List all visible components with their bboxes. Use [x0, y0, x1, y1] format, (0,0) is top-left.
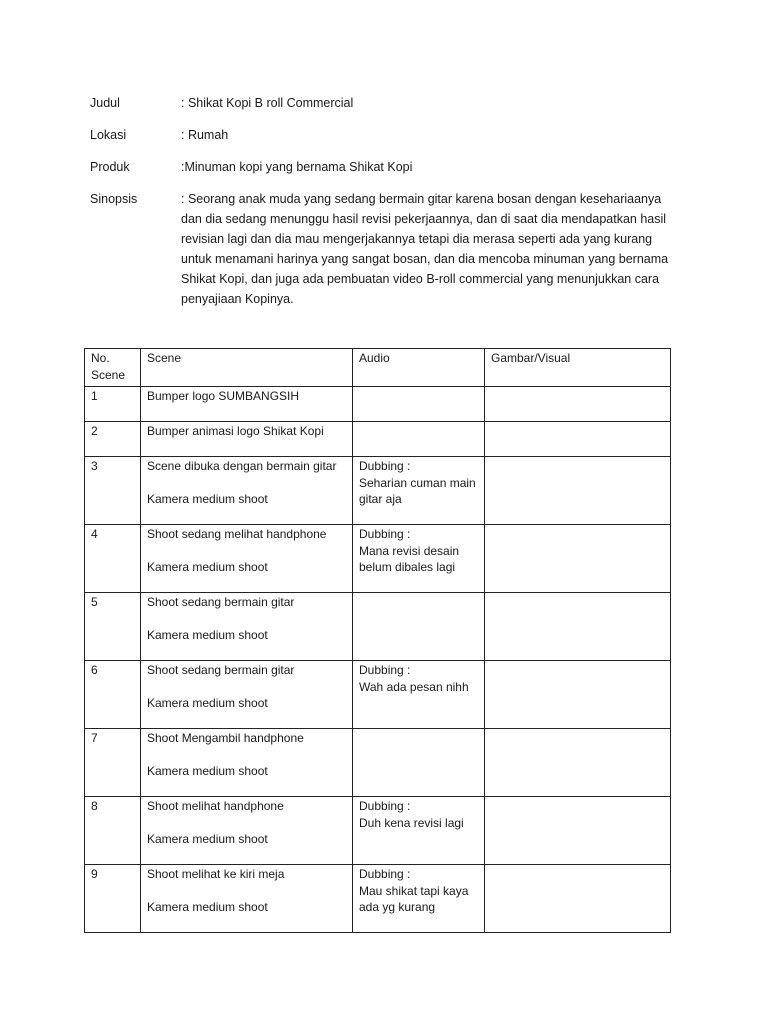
meta-value-judul: : Shikat Kopi B roll Commercial [181, 96, 354, 110]
cell-visual [485, 457, 671, 525]
cell-audio [353, 593, 485, 661]
cell-scene [141, 457, 353, 525]
header-no-scene: No. Scene [85, 349, 141, 387]
scene-description: Bumper animasi logo Shikat Kopi [147, 424, 324, 438]
script-metadata [90, 93, 680, 321]
scene-description: Shoot melihat handphone [147, 799, 284, 813]
cell-visual [485, 422, 671, 457]
cell-audio [353, 797, 485, 865]
sinopsis-line: penyajiaan Kopinya. [181, 292, 294, 306]
cell-scene-number: 9 [85, 865, 141, 933]
cell-visual [485, 797, 671, 865]
cell-audio [353, 661, 485, 729]
audio-line: Dubbing : [359, 663, 411, 677]
meta-label-lokasi: Lokasi [90, 128, 127, 142]
scene-table [84, 348, 671, 933]
scene-description: Shoot melihat ke kiri meja [147, 867, 285, 881]
cell-scene [141, 797, 353, 865]
meta-sinopsis [90, 189, 680, 309]
cell-scene-number: 5 [85, 593, 141, 661]
audio-line: gitar aja [359, 492, 402, 506]
cell-scene-number: 8 [85, 797, 141, 865]
audio-line: Duh kena revisi lagi [359, 815, 464, 830]
audio-line: Dubbing : [359, 799, 411, 813]
line-gap [147, 883, 346, 900]
cell-scene [141, 387, 353, 422]
cell-audio [353, 729, 485, 797]
header-audio: Audio [353, 349, 485, 387]
cell-scene [141, 661, 353, 729]
sinopsis-line: Shikat Kopi, dan juga ada pembuatan video B-roll commercial yang menunjukkan cara [181, 272, 660, 286]
camera-note: Kamera medium shoot [147, 764, 268, 778]
header-scene: Scene [141, 349, 353, 387]
table-header-row [85, 349, 671, 387]
meta-value-produk: :Minuman kopi yang bernama Shikat Kopi [181, 160, 413, 174]
line-gap [147, 679, 346, 696]
table-row [85, 387, 671, 422]
cell-visual [485, 387, 671, 422]
scene-description: Bumper logo SUMBANGSIH [147, 389, 300, 403]
audio-line: Seharian cuman main [359, 475, 476, 490]
table-row [85, 729, 671, 797]
cell-visual [485, 593, 671, 661]
line-gap [147, 475, 346, 492]
meta-value-lokasi: : Rumah [181, 128, 229, 142]
audio-line: Mau shikat tapi kaya [359, 883, 469, 898]
cell-audio [353, 525, 485, 593]
cell-scene-number: 3 [85, 457, 141, 525]
table-row [85, 593, 671, 661]
cell-scene-number: 2 [85, 422, 141, 457]
audio-line: ada yg kurang [359, 900, 436, 914]
cell-scene [141, 865, 353, 933]
line-gap [147, 543, 346, 560]
line-gap [147, 815, 346, 832]
meta-produk [90, 157, 680, 177]
meta-label-judul: Judul [90, 96, 120, 110]
cell-scene-number: 4 [85, 525, 141, 593]
cell-audio [353, 457, 485, 525]
camera-note: Kamera medium shoot [147, 832, 268, 846]
cell-scene [141, 593, 353, 661]
cell-scene [141, 729, 353, 797]
table-row [85, 422, 671, 457]
cell-visual [485, 729, 671, 797]
meta-value-sinopsis [181, 189, 680, 309]
cell-audio [353, 865, 485, 933]
cell-scene-number: 7 [85, 729, 141, 797]
cell-audio [353, 422, 485, 457]
sinopsis-line: untuk menamani harinya yang sangat bosan, dan dia mencoba minuman yang bernama [181, 252, 669, 266]
scene-description: Shoot sedang melihat handphone [147, 527, 327, 541]
scene-description: Shoot Mengambil handphone [147, 731, 304, 745]
scene-description: Scene dibuka dengan bermain gitar [147, 459, 337, 473]
camera-note: Kamera medium shoot [147, 560, 268, 574]
scene-table-body [85, 387, 671, 933]
sinopsis-line: : Seorang anak muda yang sedang bermain gitar karena bosan dengan kesehariaanya [181, 192, 662, 206]
camera-note: Kamera medium shoot [147, 492, 268, 506]
sinopsis-line: dan dia sedang menunggu hasil revisi pekerjaannya, dan di saat dia mendapatkan hasil [181, 212, 667, 226]
camera-note: Kamera medium shoot [147, 628, 268, 642]
cell-visual [485, 525, 671, 593]
table-row [85, 525, 671, 593]
table-row [85, 457, 671, 525]
table-row [85, 661, 671, 729]
audio-line: Dubbing : [359, 867, 411, 881]
meta-lokasi [90, 125, 680, 145]
cell-scene [141, 422, 353, 457]
meta-label-produk: Produk [90, 160, 130, 174]
line-gap [147, 611, 346, 628]
audio-line: Dubbing : [359, 459, 411, 473]
table-row [85, 797, 671, 865]
cell-visual [485, 865, 671, 933]
cell-scene-number: 6 [85, 661, 141, 729]
scene-description: Shoot sedang bermain gitar [147, 595, 295, 609]
table-row [85, 865, 671, 933]
line-gap [147, 747, 346, 764]
cell-audio [353, 387, 485, 422]
sinopsis-line: revisian lagi dan dia mau mengerjakannya tetapi dia merasa seperti ada yang kurang [181, 232, 653, 246]
header-visual: Gambar/Visual [485, 349, 671, 387]
audio-line: belum dibales lagi [359, 560, 456, 574]
scene-description: Shoot sedang bermain gitar [147, 663, 295, 677]
camera-note: Kamera medium shoot [147, 900, 268, 914]
meta-label-sinopsis: Sinopsis [90, 192, 138, 206]
audio-line: Mana revisi desain [359, 543, 460, 558]
cell-visual [485, 661, 671, 729]
audio-line: Dubbing : [359, 527, 411, 541]
audio-line: Wah ada pesan nihh [359, 679, 469, 694]
cell-scene-number: 1 [85, 387, 141, 422]
cell-scene [141, 525, 353, 593]
camera-note: Kamera medium shoot [147, 696, 268, 710]
meta-judul [90, 93, 680, 113]
